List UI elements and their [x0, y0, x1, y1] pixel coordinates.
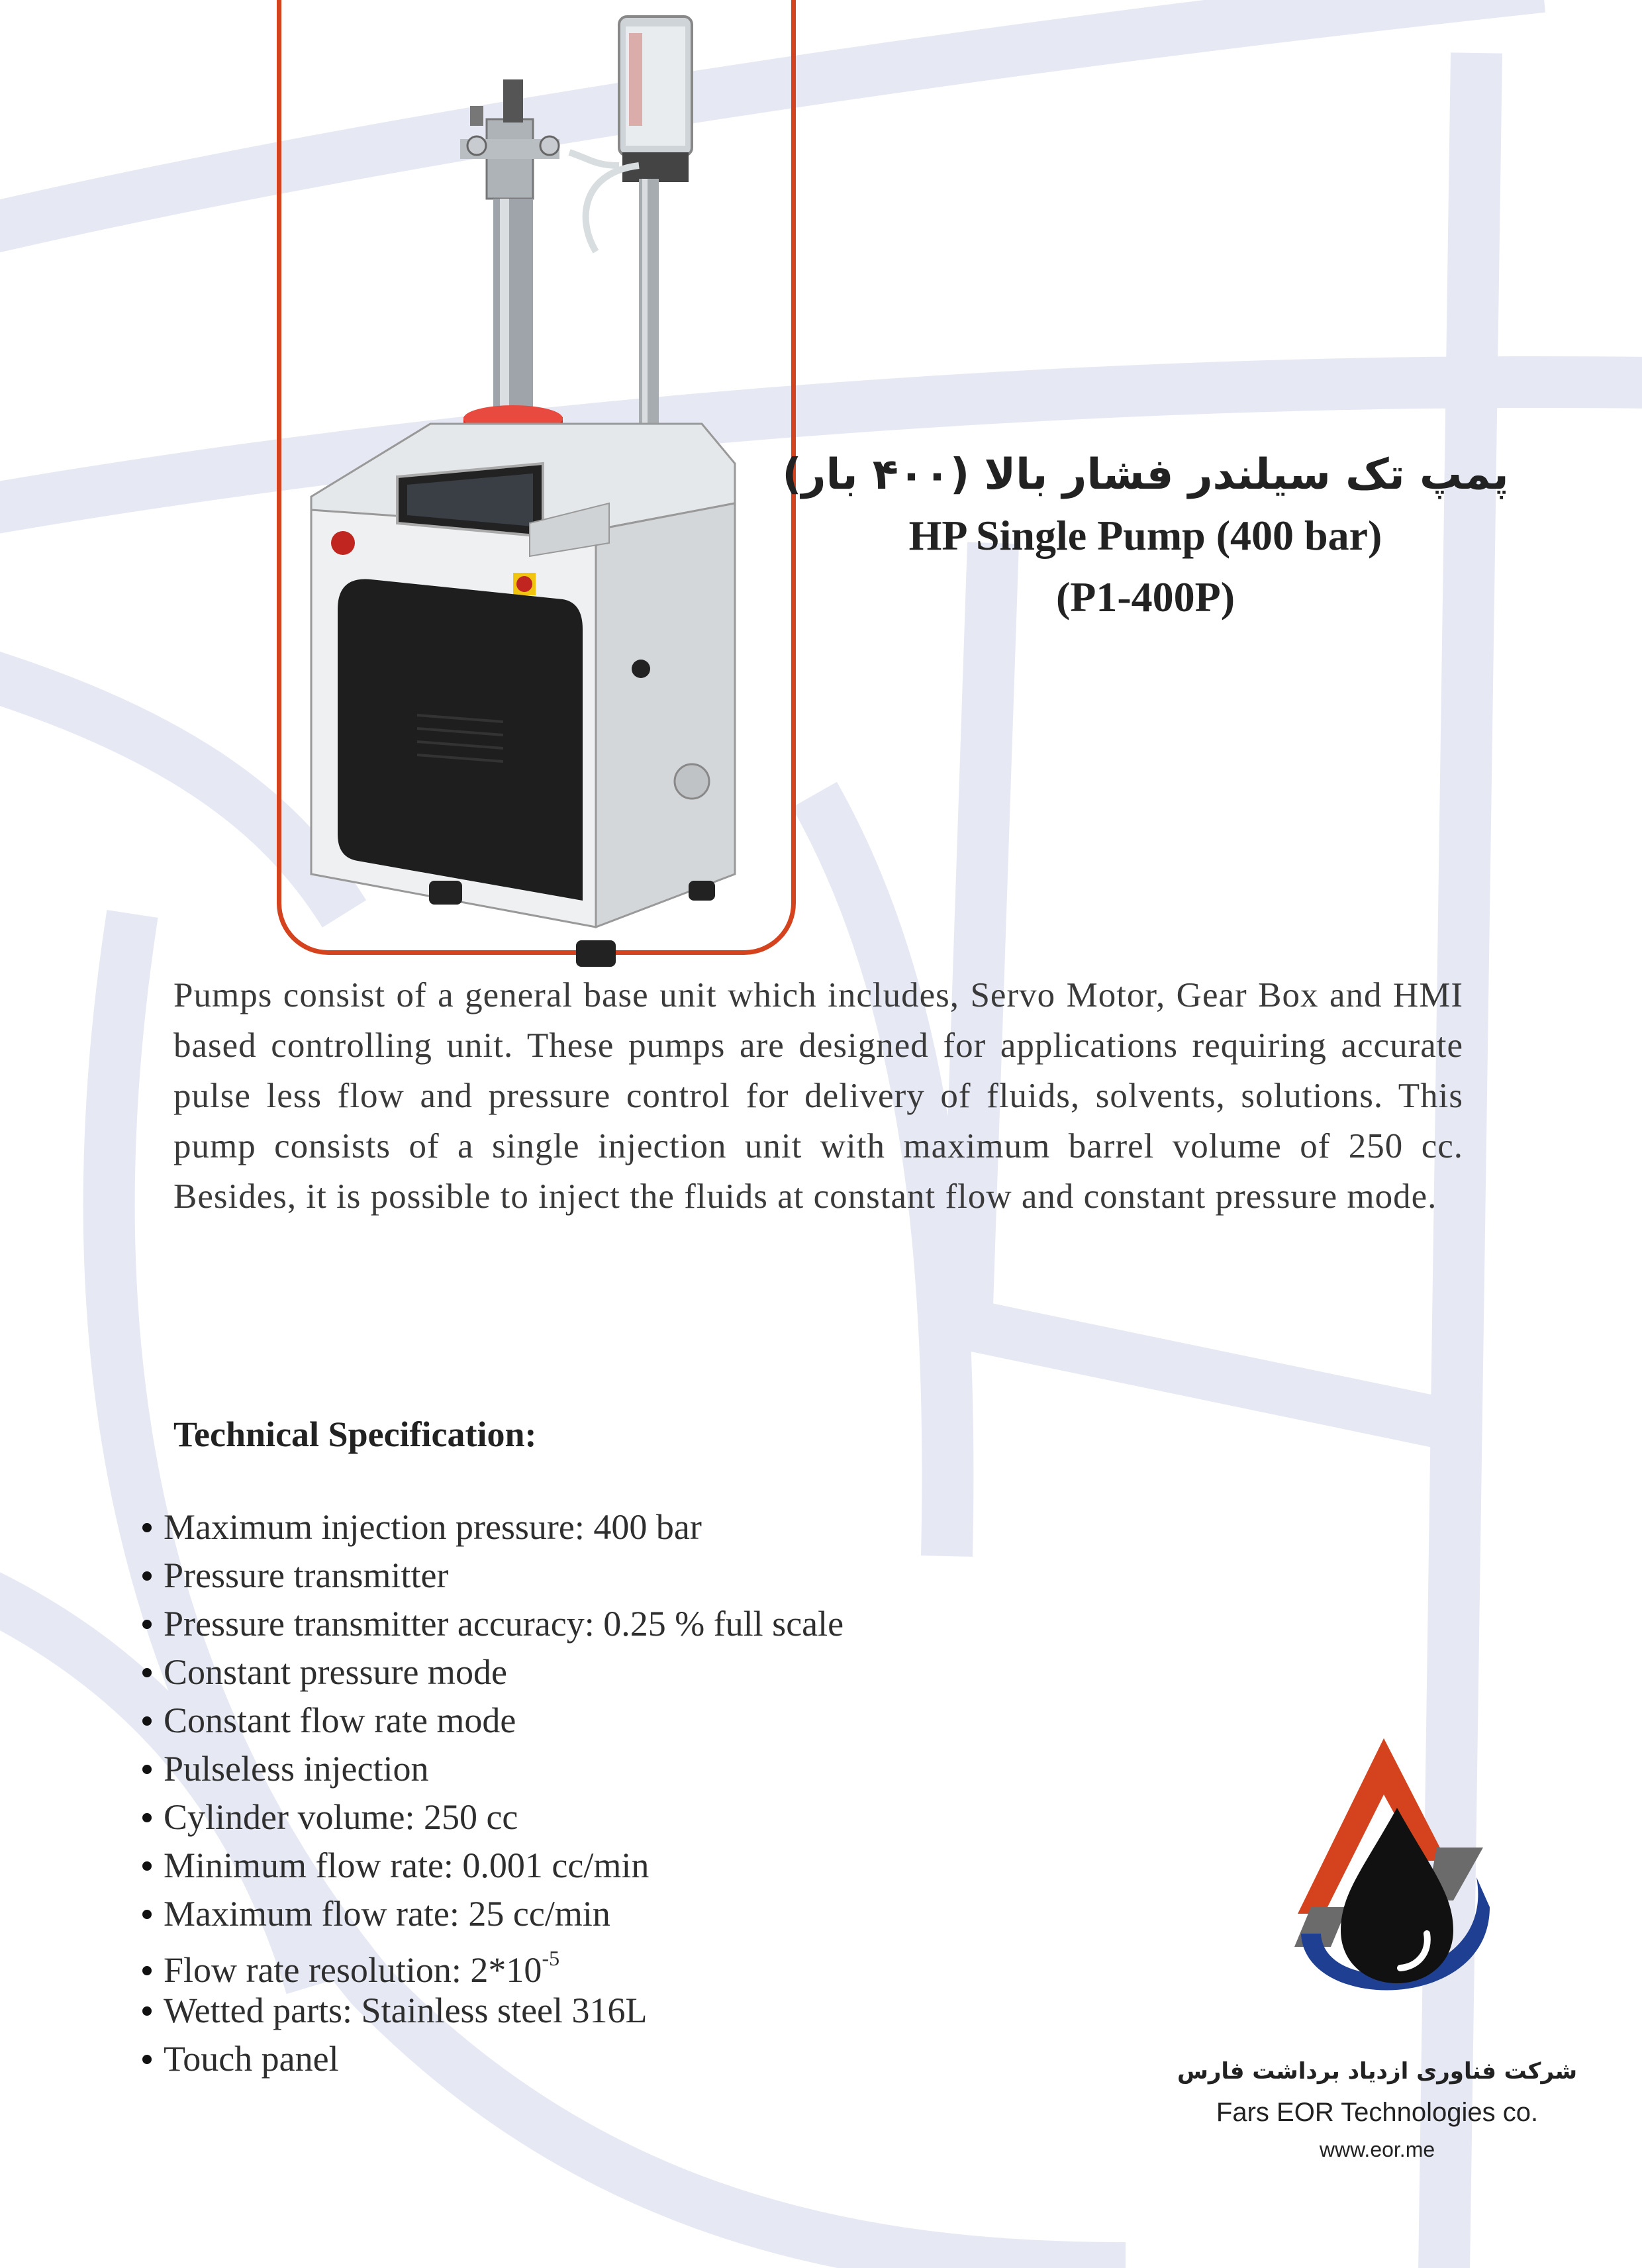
resolution-exponent: -5 — [542, 1946, 560, 1970]
title-persian: پمپ تک سیلندر فشار بالا (۴۰۰ بار) — [782, 450, 1509, 499]
bullet-dot-icon — [142, 1861, 152, 1871]
oil-drop-logo-icon — [1284, 1735, 1510, 2020]
product-description: Pumps consist of a general base unit which includes, Servo Motor, Gear Box and HMI based controlling unit. These pumps are designed for applications requiring accurate pulse less flow and pressure control for delivery of fluids, solvents, solutions. This pump consists of a single injection unit with maximum barrel volume of 250 cc. Besides, it is possible to inject the fluids at constant flow and constant pressure mode. — [173, 976, 1463, 1216]
spec-list — [142, 1503, 844, 2083]
spec-item: Constant pressure mode — [142, 1648, 844, 1697]
spec-item: Minimum flow rate: 0.001 cc/min — [142, 1842, 844, 1890]
company-website: www.eor.me — [1319, 2138, 1435, 2161]
bullet-dot-icon — [142, 1966, 152, 1975]
spec-item: Maximum flow rate: 25 cc/min — [142, 1890, 844, 1938]
bullet-dot-icon — [142, 1620, 152, 1629]
bullet-dot-icon — [142, 1668, 152, 1677]
spec-item: Pulseless injection — [142, 1745, 844, 1793]
bullet-dot-icon — [142, 2006, 152, 2016]
spec-item: Cylinder volume: 250 cc — [142, 1793, 844, 1842]
company-name-persian: شرکت فناوری ازدیاد برداشت فارس — [1177, 2058, 1578, 2085]
spec-item: Constant flow rate mode — [142, 1697, 844, 1745]
bullet-dot-icon — [142, 1716, 152, 1726]
bullet-dot-icon — [142, 1523, 152, 1532]
spec-item: Pressure transmitter — [142, 1552, 844, 1600]
title-english: HP Single Pump (400 bar) — [908, 512, 1382, 559]
spec-item: Maximum injection pressure: 400 bar — [142, 1503, 844, 1552]
company-name-english: Fars EOR Technologies co. — [1216, 2098, 1539, 2127]
bullet-dot-icon — [142, 1910, 152, 1919]
spec-item: Pressure transmitter accuracy: 0.25 % full scale — [142, 1600, 844, 1648]
bullet-dot-icon — [142, 1765, 152, 1774]
pump-machine-photo — [291, 0, 781, 973]
spec-item: Wetted parts: Stainless steel 316L — [142, 1987, 844, 2035]
bullet-dot-icon — [142, 1571, 152, 1581]
spec-item: Touch panel — [142, 2035, 844, 2083]
model-code: (P1-400P) — [1055, 573, 1235, 620]
spec-heading: Technical Specification: — [173, 1414, 537, 1454]
spec-item: Flow rate resolution: $2*10^{-5}$ — [142, 1938, 844, 1987]
bullet-dot-icon — [142, 1813, 152, 1822]
bullet-dot-icon — [142, 2055, 152, 2064]
